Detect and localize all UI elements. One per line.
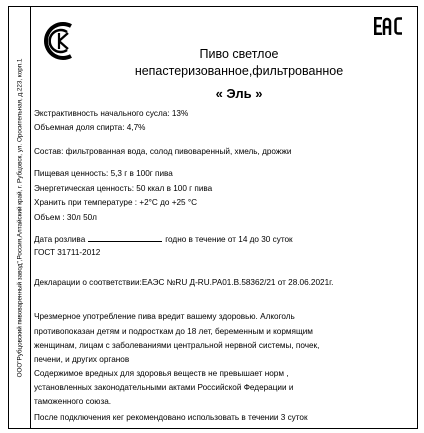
bottling-line <box>34 233 293 244</box>
warning-line: печени, и других органов <box>34 355 130 364</box>
product-type: Пиво светлое <box>199 47 279 61</box>
product-subtype: непастеризованное,фильтрованное <box>134 64 344 78</box>
declaration-line: Декларации о соответствии:ЕАЭС №RU Д-RU.PA01.В.58362/21 от 28.06.2021г. <box>34 278 334 287</box>
warning-line: установленных законодательными актами Российской Федерации и <box>34 383 294 392</box>
bottling-label: Дата розлива <box>34 235 86 244</box>
energy-line: Энергетическая ценность: 50 ккал в 100 г пива <box>34 184 213 193</box>
storage-line: Хранить при температуре : +2°С до +25 °С <box>34 198 198 207</box>
manufacturer-strip <box>9 7 31 428</box>
volume-line: Объем : 30л 50л <box>34 213 97 222</box>
manufacturer-address: ООО"Рубцовский пивоваренный завод",Россия,Алтайский край, г. Рубцовск, ул. Оросительная, д.223, корп.1 <box>16 58 24 378</box>
warning-line: противопоказан детям и подросткам до 18 лет, беременным и кормящим <box>34 327 313 336</box>
bottling-date-blank <box>88 233 162 242</box>
gost-line: ГОСТ 31711-2012 <box>34 248 101 257</box>
keg-usage-line: После подключения кег рекомендовано использовать в течении 3 суток <box>34 413 308 422</box>
composition-line: Состав: фильтрованная вода, солод пивоваренный, хмель, дрожжи <box>34 147 292 156</box>
product-name: « Эль » <box>215 86 263 101</box>
warning-line: таможенного союза. <box>34 397 112 406</box>
shelf-life: годно в течение от 14 до 30 суток <box>165 235 293 244</box>
product-label <box>8 6 418 429</box>
warning-line: Чрезмерное употребление пива вредит вашему здоровью. Алкоголь <box>34 312 295 321</box>
extract-line: Экстрактивность начального сусла: 13% <box>34 109 189 118</box>
warning-line: Содержимое вредных для здоровья веществ не превышает норм , <box>34 369 289 378</box>
eac-mark-icon <box>373 16 403 36</box>
nutrition-line: Пищевая ценность: 5,3 г в 100г пива <box>34 169 173 178</box>
warning-line: женщинам, лицам с заболеваниями центральной нервной системы, почек, <box>34 341 320 350</box>
alcohol-line: Объемная доля спирта: 4,7% <box>34 123 146 132</box>
